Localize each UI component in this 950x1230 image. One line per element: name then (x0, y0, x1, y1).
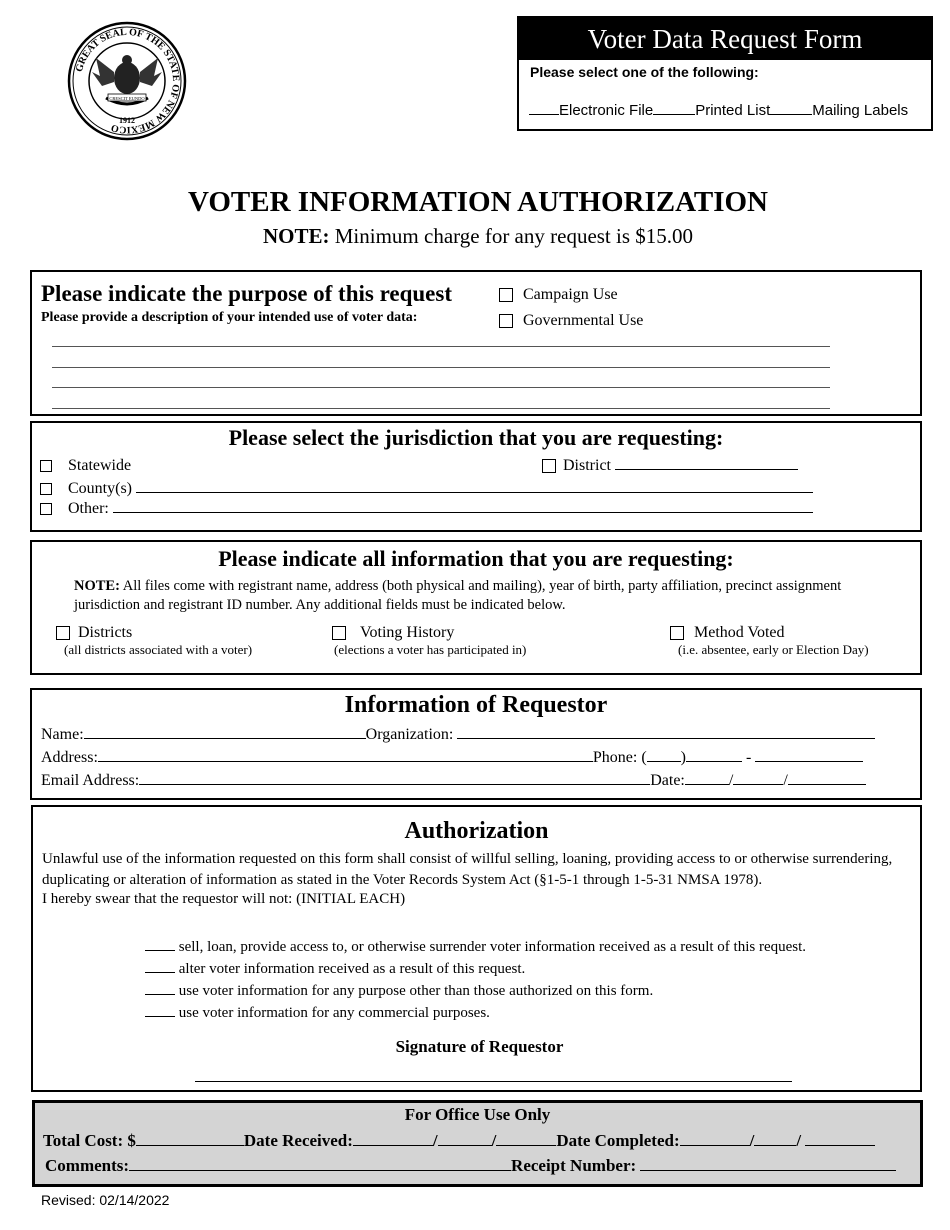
initial-item-2 (145, 958, 806, 980)
jurisdiction-section (30, 421, 922, 532)
county-label: County(s) (68, 480, 132, 497)
info-option-method-voted[interactable] (670, 624, 869, 658)
date-received-day-line[interactable] (438, 1130, 492, 1146)
page-title: VOTER INFORMATION AUTHORIZATION (187, 186, 768, 218)
jurisdiction-district[interactable] (542, 455, 798, 475)
date-year-line[interactable] (788, 770, 866, 785)
comments-label: Comments: (45, 1156, 130, 1175)
initial-item-3-text: use voter information for any purpose other than those authorized on this form. (178, 983, 654, 999)
other-checkbox[interactable] (40, 503, 52, 515)
date-received-month-line[interactable] (353, 1130, 433, 1146)
phone-number-line[interactable] (755, 747, 863, 762)
seal-year: 1912 (119, 116, 135, 125)
date-completed-day-line[interactable] (754, 1130, 796, 1146)
method-voted-checkbox[interactable] (670, 626, 684, 640)
option-electronic-file: Electronic File (559, 102, 654, 119)
governmental-use-checkbox[interactable] (499, 314, 513, 328)
initial-item-1-text: sell, loan, provide access to, or otherwise surrender voter information received as a result of this request. (178, 939, 807, 955)
information-section (30, 540, 922, 675)
initial-blank-1[interactable] (145, 939, 175, 951)
county-checkbox[interactable] (40, 483, 52, 495)
purpose-description-line-4[interactable] (52, 408, 830, 409)
governmental-use-label: Governmental Use (523, 312, 644, 329)
campaign-use-label: Campaign Use (523, 286, 618, 303)
min-charge-note (0, 224, 950, 249)
requestor-title: Information of Requestor (344, 692, 608, 718)
office-use-section (32, 1100, 923, 1187)
requestor-row-1 (41, 724, 875, 744)
purpose-title: Please indicate the purpose of this request (41, 281, 453, 306)
district-input-line[interactable] (615, 455, 798, 470)
information-title: Please indicate all information that you are requesting: (218, 546, 734, 571)
jurisdiction-title: Please select the jurisdiction that you are requesting: (228, 425, 724, 450)
purpose-section (30, 270, 922, 416)
comments-input-line[interactable] (129, 1155, 511, 1171)
district-label: District (563, 457, 611, 474)
option-mailing-labels: Mailing Labels (812, 102, 909, 119)
phone-area-code-line[interactable] (647, 747, 681, 762)
form-type-title: Voter Data Request Form (587, 24, 863, 54)
date-month-line[interactable] (685, 770, 729, 785)
districts-desc: (all districts associated with a voter) (64, 642, 253, 657)
method-voted-label: Method Voted (694, 624, 785, 641)
information-note-text: All files come with registrant name, address (both physical and mailing), year of birth, party affiliation, precinct assignment jurisdiction and registrant ID number. Any additional fields must be indicated below. (74, 578, 842, 613)
date-received-year-line[interactable] (496, 1130, 556, 1146)
name-label: Name: (41, 726, 84, 743)
name-input-line[interactable] (84, 724, 366, 739)
option-printed-list: Printed List (695, 102, 771, 119)
form-type-prompt: Please select one of the following: (530, 64, 759, 80)
information-note (74, 577, 904, 615)
date-completed-slash-1: / (749, 1131, 755, 1150)
seal-ring-text: GREAT SEAL OF THE STATE OF NEW MEXICO (73, 26, 182, 136)
seal-motto: CRESCIT EUNDO (109, 96, 145, 101)
initial-item-4-text: use voter information for any commercial purposes. (178, 1005, 490, 1021)
statewide-checkbox[interactable] (40, 460, 52, 472)
initial-blank-4[interactable] (145, 1005, 175, 1017)
organization-input-line[interactable] (457, 724, 875, 739)
min-charge-note-label: NOTE: (262, 224, 330, 248)
office-use-title: For Office Use Only (404, 1105, 551, 1124)
district-checkbox[interactable] (542, 459, 556, 473)
initial-item-4 (145, 1002, 806, 1024)
phone-prefix-line[interactable] (686, 747, 742, 762)
districts-checkbox[interactable] (56, 626, 70, 640)
date-day-line[interactable] (733, 770, 783, 785)
initial-item-1 (145, 936, 806, 958)
info-option-voting-history[interactable] (332, 624, 526, 658)
date-slash-2: / (783, 772, 788, 789)
state-seal (66, 20, 188, 142)
initial-list (145, 936, 806, 1024)
authorization-title: Authorization (404, 818, 549, 844)
info-option-districts[interactable] (56, 624, 252, 658)
total-cost-label: Total Cost: $ (43, 1131, 136, 1150)
signature-line[interactable] (195, 1081, 792, 1082)
date-label: Date: (650, 772, 685, 789)
date-completed-year-line[interactable] (805, 1130, 875, 1146)
receipt-number-label: Receipt Number: (511, 1156, 637, 1175)
address-label: Address: (41, 749, 98, 766)
jurisdiction-other[interactable] (40, 498, 813, 518)
phone-label: Phone: ( (592, 749, 647, 766)
email-input-line[interactable] (139, 770, 650, 785)
statewide-label: Statewide (68, 457, 132, 474)
jurisdiction-county[interactable] (40, 478, 813, 498)
voting-history-desc: (elections a voter has participated in) (334, 642, 527, 657)
date-completed-label: Date Completed: (556, 1131, 680, 1150)
purpose-description-line-3[interactable] (52, 387, 830, 388)
office-row-2 (45, 1155, 896, 1176)
information-note-label: NOTE: (74, 578, 120, 594)
campaign-use-checkbox[interactable] (499, 288, 513, 302)
email-label: Email Address: (41, 772, 140, 789)
purpose-description-line-2[interactable] (52, 367, 830, 368)
date-completed-month-line[interactable] (680, 1130, 750, 1146)
form-type-title-bar (519, 18, 931, 60)
other-input-line[interactable] (113, 498, 813, 513)
date-received-slash-2: / (491, 1131, 497, 1150)
authorization-paragraph: Unlawful use of the information requested on this form shall consist of willful selling, loaning, providing access to or otherwise surrendering, duplicating or alteration of information as stated in the Voter Records System Act (§1-5-1 through 1-5-31 NMSA 1978). (42, 851, 893, 888)
purpose-option-campaign[interactable] (499, 286, 618, 304)
jurisdiction-statewide[interactable] (40, 457, 131, 475)
printed-list-blank[interactable] (653, 100, 695, 115)
districts-label: Districts (78, 624, 133, 641)
method-voted-desc: (i.e. absentee, early or Election Day) (678, 642, 869, 657)
purpose-description-line-1[interactable] (52, 346, 830, 347)
date-completed-slash-2: / (796, 1131, 802, 1150)
voting-history-checkbox[interactable] (332, 626, 346, 640)
purpose-option-governmental[interactable] (499, 312, 643, 330)
office-row-1 (43, 1130, 875, 1151)
date-received-slash-1: / (432, 1131, 438, 1150)
other-label: Other: (68, 500, 109, 517)
requestor-row-2 (41, 747, 863, 767)
date-received-label: Date Received: (243, 1131, 353, 1150)
purpose-subtitle: Please provide a description of your intended use of voter data: (41, 310, 418, 325)
seal-graphic (66, 20, 188, 142)
phone-close-paren: ) (680, 749, 686, 766)
phone-dash: - (746, 749, 752, 766)
date-slash-1: / (728, 772, 734, 789)
revised-date: Revised: 02/14/2022 (41, 1192, 170, 1208)
electronic-file-blank[interactable] (529, 100, 559, 115)
authorization-swear: I hereby swear that the requestor will not: (INITIAL EACH) (42, 891, 406, 907)
requestor-row-3 (41, 770, 866, 790)
form-type-box (517, 16, 933, 131)
address-input-line[interactable] (98, 747, 593, 762)
organization-label: Organization: (365, 726, 454, 743)
initial-blank-2[interactable] (145, 961, 175, 973)
min-charge-note-text: Minimum charge for any request is $15.00 (334, 224, 694, 248)
authorization-section (31, 805, 922, 1092)
requestor-section (30, 688, 922, 800)
total-cost-input-line[interactable] (136, 1130, 244, 1146)
signature-label: Signature of Requestor (395, 1037, 564, 1056)
initial-item-3 (145, 980, 806, 1002)
form-type-options (529, 100, 908, 119)
initial-item-2-text: alter voter information received as a result of this request. (178, 961, 526, 977)
initial-blank-3[interactable] (145, 983, 175, 995)
county-input-line[interactable] (136, 478, 813, 493)
receipt-number-input-line[interactable] (640, 1155, 896, 1171)
mailing-labels-blank[interactable] (770, 100, 812, 115)
voting-history-label: Voting History (360, 624, 455, 641)
